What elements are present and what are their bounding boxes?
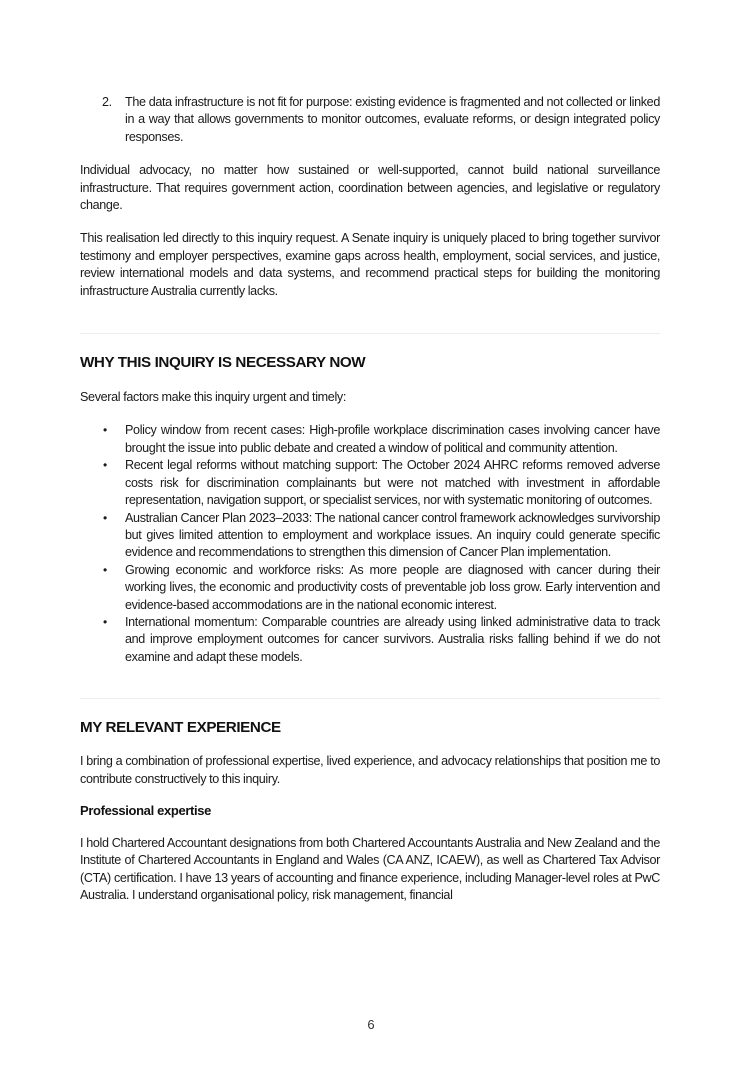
bullet-text: Australian Cancer Plan 2023–2033: The national cancer control framework acknowledges survivorship but gives limited attention to employment and workplace issues. An inquiry could generate specific evidence and recommendations to strengthen this dimension of Cancer Plan implementation.	[125, 510, 660, 560]
bullet-item-policy-window	[80, 422, 660, 457]
bullet-icon: •	[103, 458, 107, 473]
numbered-list-item	[80, 94, 660, 146]
bullet-text: Growing economic and workforce risks: As more people are diagnosed with cancer during their working lives, the economic and productivity costs of preventable job loss grow. Early intervention and evidence-based accommodations are in the national economic interest.	[125, 562, 660, 612]
paragraph-experience-lead: I bring a combination of professional expertise, lived experience, and advocacy relationships that position me to contribute constructively to this inquiry.	[80, 754, 660, 786]
paragraph-why-lead: Several factors make this inquiry urgent and timely:	[80, 390, 346, 405]
bullet-item-legal-reforms	[80, 457, 660, 509]
bullet-item-cancer-plan	[80, 510, 660, 562]
bullet-text: Recent legal reforms without matching support: The October 2024 AHRC reforms removed adverse costs risk for discrimination complainants but were not matched with investment in affordable representation, navigation support, or specialist services, nor with systematic monitoring of outcomes.	[125, 458, 660, 508]
bullet-text: Policy window from recent cases: High-profile workplace discrimination cases involving cancer have brought the issue into public debate and created a window of political and community attention.	[125, 423, 660, 455]
section-heading-why: WHY THIS INQUIRY IS NECESSARY NOW	[80, 354, 366, 372]
bullet-icon: •	[103, 562, 107, 577]
paragraph-professional-expertise: I hold Chartered Accountant designations from both Chartered Accountants Australia and New Zealand and the Institute of Chartered Accountants in England and Wales (CA ANZ, ICAEW), as well as Chartered Tax Advisor (CTA) certification. I have 13 years of accounting and finance experience, including Manager-level roles at PwC Australia. I understand organisational policy, risk management, financial	[80, 835, 660, 903]
section-heading-experience: MY RELEVANT EXPERIENCE	[80, 719, 281, 737]
section-divider	[80, 698, 660, 699]
section-divider	[80, 333, 660, 334]
bullet-item-international	[80, 614, 660, 666]
paragraph-inquiry-request: This realisation led directly to this inquiry request. A Senate inquiry is uniquely placed to bring together survivor testimony and employer perspectives, examine gaps across health, employment, social services, and justice, review international models and data systems, and recommend practical steps for building the monitoring infrastructure Australia currently lacks.	[80, 231, 660, 298]
list-number: 2.	[102, 95, 112, 109]
page-number: 6	[367, 1017, 375, 1032]
why-bullet-list	[80, 422, 660, 666]
subheading-professional-expertise: Professional expertise	[80, 802, 212, 818]
bullet-item-economic-risks	[80, 562, 660, 614]
list-item-text: The data infrastructure is not fit for purpose: existing evidence is fragmented and not collected or linked in a way that allows governments to monitor outcomes, evaluate reforms, or design integrated policy responses.	[125, 95, 660, 144]
bullet-icon: •	[103, 510, 107, 525]
bullet-icon: •	[103, 423, 107, 438]
bullet-icon: •	[103, 614, 107, 629]
bullet-text: International momentum: Comparable countries are already using linked administrative data to track and improve employment outcomes for cancer survivors. Australia risks falling behind if we do not examine and adapt these models.	[125, 614, 660, 664]
paragraph-advocacy: Individual advocacy, no matter how sustained or well-supported, cannot build national surveillance infrastructure. That requires government action, coordination between agencies, and legislative or regulatory change.	[80, 163, 660, 213]
document-page	[80, 94, 660, 905]
numbered-list	[80, 94, 660, 146]
